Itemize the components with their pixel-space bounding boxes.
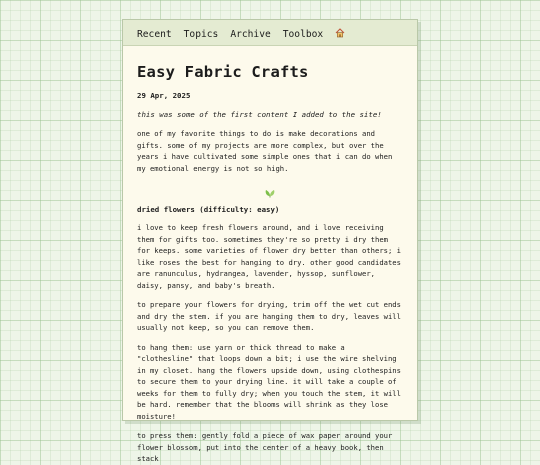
section-paragraph-1: i love to keep fresh flowers around, and i love receiving them for gifts too. sometimes they're so pretty i dry them for keeps. some varieties of flower dry better than others; i like roses the best for hanging to dry. other good candidates are ranunculus, hydrangea, lavender, hyssop, sunflower, daisy, pansy, and baby's breath. — [137, 223, 401, 290]
leaf-divider-icon — [264, 188, 276, 198]
intro-paragraph: one of my favorite things to do is make decorations and gifts. some of my projects are more complex, but over the years i have cultivated some simple ones that i can do when my emotional energy is not so high. — [137, 129, 393, 173]
content-card — [122, 19, 418, 463]
nav-topics[interactable]: Topics — [183, 29, 219, 40]
post-date: 29 Apr, 2025 — [137, 91, 191, 100]
page-title: Easy Fabric Crafts — [137, 63, 309, 81]
house-icon — [335, 28, 345, 38]
section-paragraph-3: to hang them: use yarn or thick thread to make a "clothesline" that loops down a bit; i use the wire shelving in my closet. hang the flowers upside down, using clothespins to secure them to your drying line. it will take a couple of weeks for them to fully dry; when you touch the stem, it will be hard. remember that the blooms will shrink as they lose moisture! — [137, 342, 401, 421]
nav-toolbox[interactable]: Toolbox — [282, 29, 324, 40]
article — [123, 63, 417, 465]
section-paragraph-2: to prepare your flowers for drying, trim off the wet cut ends and dry the stem. if you are hanging them to dry, leaves will usually not keep, so you can remove them. — [137, 300, 401, 332]
top-nav — [123, 20, 417, 46]
nav-archive[interactable]: Archive — [230, 29, 271, 40]
nav-recent[interactable]: Recent — [137, 29, 172, 40]
section-heading: dried flowers (difficulty: easy) — [137, 205, 280, 214]
section-divider — [137, 183, 403, 193]
nav-home[interactable] — [335, 28, 345, 41]
intro-note: this was some of the first content I added to the site! — [137, 110, 382, 119]
section-paragraph-4: to press them: gently fold a piece of wax paper around your flower blossom, put into the center of a heavy book, then stack — [137, 431, 393, 463]
